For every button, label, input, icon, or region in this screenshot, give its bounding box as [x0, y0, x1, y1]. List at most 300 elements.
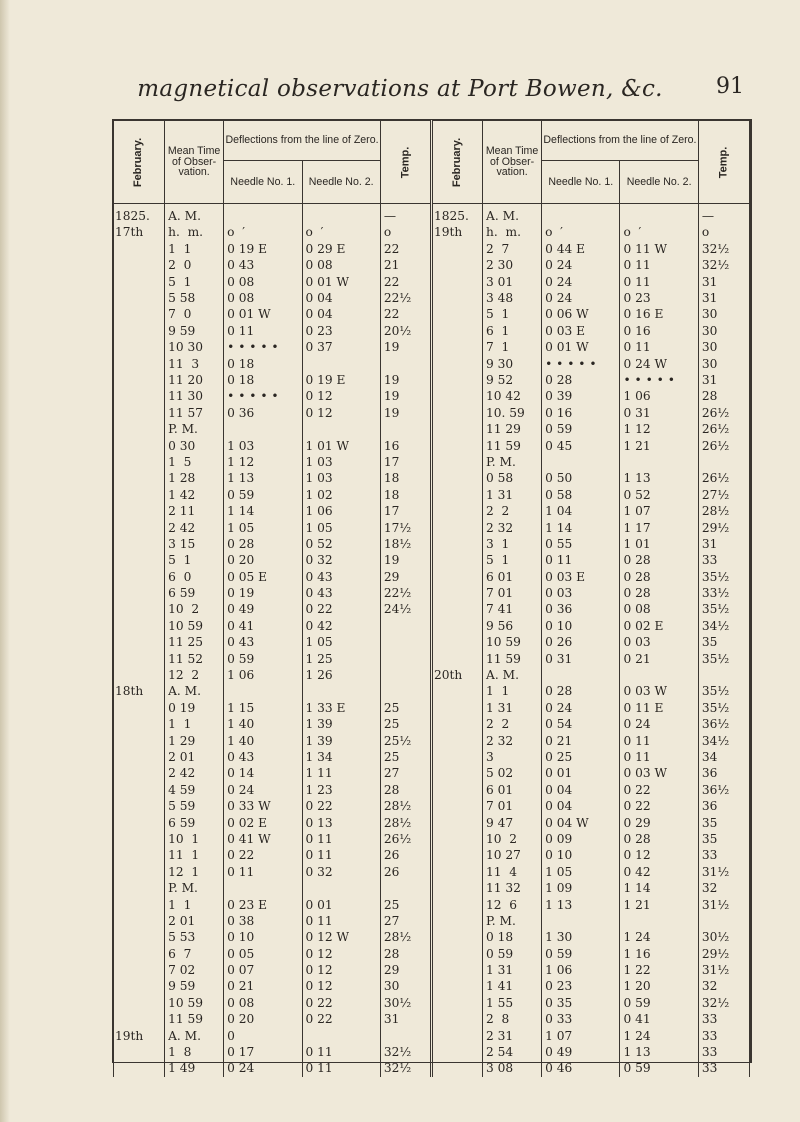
date-cell	[114, 913, 165, 929]
date-cell	[431, 1044, 482, 1060]
needle1-cell: 0 24	[542, 700, 620, 716]
date-cell	[431, 257, 482, 273]
time-cell: 4 59	[165, 782, 224, 798]
date-cell	[431, 798, 482, 814]
needle2-cell: 1 05	[302, 519, 380, 535]
temp-cell: 35	[698, 831, 749, 847]
time-cell: 1 1	[165, 716, 224, 732]
date-cell	[431, 1028, 482, 1044]
date-cell	[114, 372, 165, 388]
temp-cell: 28	[380, 782, 431, 798]
needle1-cell: 0 24	[542, 257, 620, 273]
time-cell: 1 31	[483, 487, 542, 503]
temp-cell: 31	[380, 1011, 431, 1027]
time-cell: 11 30	[165, 388, 224, 404]
needle1-cell: 1 14	[224, 503, 302, 519]
needle2-cell	[302, 1028, 380, 1044]
time-cell: 2 31	[483, 1028, 542, 1044]
needle2-cell: 0 43	[302, 585, 380, 601]
time-cell: 10 59	[165, 995, 224, 1011]
needle1-cell: 1 15	[224, 700, 302, 716]
needle1-cell: 1 06	[542, 962, 620, 978]
date-cell	[431, 683, 482, 699]
needle2-cell: 0 22	[302, 601, 380, 617]
needle1-cell: 0 44 E	[542, 241, 620, 257]
needle2-cell: 1 01	[620, 536, 698, 552]
time-cell: 1 49	[165, 1060, 224, 1076]
needle1-cell: 0 09	[542, 831, 620, 847]
needle1-cell	[224, 880, 302, 896]
needle2-cell: 0 08	[620, 601, 698, 617]
time-cell: 11 32	[483, 880, 542, 896]
temp-cell: 28	[698, 388, 749, 404]
temp-cell: 30	[380, 978, 431, 994]
needle1-cell: 0 17	[224, 1044, 302, 1060]
table-row	[114, 437, 750, 453]
table-row	[114, 978, 750, 994]
needle1-cell: 1 05	[542, 864, 620, 880]
needle2-cell: 1 23	[302, 782, 380, 798]
time-cell: 9 30	[483, 356, 542, 372]
needle2-cell: 0 11	[620, 257, 698, 273]
table-row	[114, 1011, 750, 1027]
needle2-cell: 0 24	[620, 716, 698, 732]
time-cell: 11 20	[165, 372, 224, 388]
table-row	[114, 749, 750, 765]
time-cell: 6 59	[165, 814, 224, 830]
table-row	[114, 356, 750, 372]
needle2-cell: 1 03	[302, 470, 380, 486]
needle2-cell: 0 11	[302, 913, 380, 929]
temp-cell: 30½	[698, 929, 749, 945]
temp-cell: 32½	[380, 1044, 431, 1060]
time-cell: 2 2	[483, 503, 542, 519]
needle1-cell: 0 24	[542, 274, 620, 290]
needle1-cell: 0 05 E	[224, 569, 302, 585]
time-cell: 0 58	[483, 470, 542, 486]
date-cell	[431, 847, 482, 863]
table-row	[114, 913, 750, 929]
date-cell	[431, 782, 482, 798]
table-row	[114, 274, 750, 290]
table-row	[114, 946, 750, 962]
needle1-cell	[224, 421, 302, 437]
table-row	[114, 552, 750, 568]
needle1-cell: 0 01 W	[542, 339, 620, 355]
needle2-cell: 1 21	[620, 437, 698, 453]
date-cell	[114, 421, 165, 437]
date-cell	[114, 946, 165, 962]
needle1-cell: 0 43	[224, 257, 302, 273]
date-cell	[114, 1044, 165, 1060]
table-row	[114, 487, 750, 503]
date-cell: 1825.	[114, 208, 165, 224]
time-cell: 5 59	[165, 798, 224, 814]
time-cell: 3 48	[483, 290, 542, 306]
table-row	[114, 782, 750, 798]
table-row	[114, 241, 750, 257]
date-cell: 19th	[114, 1028, 165, 1044]
table-row	[114, 700, 750, 716]
date-cell	[114, 782, 165, 798]
needle1-cell: 0 59	[224, 487, 302, 503]
needle1-cell: 0 14	[224, 765, 302, 781]
temp-cell	[380, 880, 431, 896]
temp-cell: 17	[380, 454, 431, 470]
time-cell: 11 59	[483, 651, 542, 667]
needle1-cell: 0 41	[224, 618, 302, 634]
time-cell: 9 59	[165, 978, 224, 994]
date-cell	[114, 519, 165, 535]
time-cell: 10 2	[483, 831, 542, 847]
date-cell	[114, 290, 165, 306]
needle1-cell: 0 05	[224, 946, 302, 962]
date-cell	[431, 306, 482, 322]
needle2-cell: 0 11	[620, 339, 698, 355]
table-row	[114, 1028, 750, 1044]
needle2-cell: 0 42	[620, 864, 698, 880]
needle2-cell: 0 12	[620, 847, 698, 863]
needle2-cell: 0 23	[620, 290, 698, 306]
table-row	[114, 1044, 750, 1060]
needle1-cell: 0 10	[542, 618, 620, 634]
time-cell: 5 1	[165, 274, 224, 290]
needle1-cell: 0 49	[224, 601, 302, 617]
needle2-cell: 0 11 W	[620, 241, 698, 257]
time-cell: P. M.	[483, 913, 542, 929]
needle2-cell: 0 11	[620, 733, 698, 749]
time-cell: 12 1	[165, 864, 224, 880]
needle1-cell: • • • • •	[224, 339, 302, 355]
needle2-cell: 1 13	[620, 470, 698, 486]
needle2-cell	[302, 880, 380, 896]
date-cell	[431, 601, 482, 617]
table-body	[114, 204, 750, 1077]
needle2-cell: 0 13	[302, 814, 380, 830]
needle2-cell: 1 20	[620, 978, 698, 994]
time-cell: P. M.	[165, 421, 224, 437]
needle2-cell: 0 12 W	[302, 929, 380, 945]
needle2-cell	[302, 683, 380, 699]
needle2-cell: 0 12	[302, 946, 380, 962]
temp-cell: 22	[380, 274, 431, 290]
needle1-cell: 0 04	[542, 798, 620, 814]
temp-cell: 27½	[698, 487, 749, 503]
time-cell: 12 6	[483, 896, 542, 912]
temp-cell: 22½	[380, 290, 431, 306]
time-cell: 5 1	[483, 552, 542, 568]
date-cell	[114, 257, 165, 273]
table-row	[114, 847, 750, 863]
temp-cell: 32½	[698, 241, 749, 257]
date-cell	[431, 700, 482, 716]
table-row	[114, 618, 750, 634]
needle2-cell: 0 24 W	[620, 356, 698, 372]
temp-cell: 22	[380, 306, 431, 322]
time-cell: 2 32	[483, 519, 542, 535]
temp-cell: 26½	[698, 470, 749, 486]
date-cell	[431, 733, 482, 749]
needle2-cell: 1 14	[620, 880, 698, 896]
needle2-cell: 0 11	[302, 1060, 380, 1076]
time-cell: 6 01	[483, 782, 542, 798]
time-cell: P. M.	[165, 880, 224, 896]
temp-cell: 36	[698, 798, 749, 814]
time-cell: 3 15	[165, 536, 224, 552]
date-cell	[431, 437, 482, 453]
temp-cell: 29	[380, 962, 431, 978]
header-deflections-right: Deflections from the line of Zero.	[542, 121, 699, 161]
temp-cell: 19	[380, 372, 431, 388]
date-cell	[114, 700, 165, 716]
needle2-cell: 0 23	[302, 323, 380, 339]
needle2-cell: 0 03	[620, 634, 698, 650]
temp-cell: 31	[698, 290, 749, 306]
temp-cell: 32½	[698, 995, 749, 1011]
temp-cell: 17½	[380, 519, 431, 535]
needle2-cell: 0 28	[620, 585, 698, 601]
needle2-cell: 0 11 E	[620, 700, 698, 716]
table-row	[114, 306, 750, 322]
date-cell	[431, 356, 482, 372]
time-cell: 9 47	[483, 814, 542, 830]
needle1-cell: 0 01 W	[224, 306, 302, 322]
temp-cell	[380, 683, 431, 699]
temp-cell	[380, 1028, 431, 1044]
date-cell	[114, 241, 165, 257]
needle2-cell: 0 41	[620, 1011, 698, 1027]
time-cell: 2 01	[165, 913, 224, 929]
needle2-cell: 1 13	[620, 1044, 698, 1060]
time-cell: 0 59	[483, 946, 542, 962]
temp-cell: 26	[380, 864, 431, 880]
temp-cell: 25	[380, 896, 431, 912]
needle2-cell: 0 28	[620, 831, 698, 847]
needle1-cell: 1 03	[224, 437, 302, 453]
time-cell: 1 1	[483, 683, 542, 699]
temp-cell: 27	[380, 913, 431, 929]
needle2-cell: 1 06	[302, 503, 380, 519]
date-cell	[114, 569, 165, 585]
table-row	[114, 995, 750, 1011]
needle2-cell: 0 12	[302, 405, 380, 421]
time-cell: 11 59	[165, 1011, 224, 1027]
table-row	[114, 224, 750, 240]
needle2-cell: 0 16 E	[620, 306, 698, 322]
needle1-cell: 0 16	[542, 405, 620, 421]
needle2-cell: 0 12	[302, 962, 380, 978]
date-cell	[431, 634, 482, 650]
time-cell: 5 1	[165, 552, 224, 568]
temp-cell: 36	[698, 765, 749, 781]
header-needle2-right: Needle No. 2.	[620, 161, 698, 204]
date-cell	[114, 536, 165, 552]
needle1-cell: 0 10	[224, 929, 302, 945]
temp-cell: 35½	[698, 700, 749, 716]
needle1-cell: 0 28	[224, 536, 302, 552]
needle2-cell: 0 22	[620, 782, 698, 798]
time-cell: 0 18	[483, 929, 542, 945]
time-cell: h. m.	[165, 224, 224, 240]
needle2-cell: 0 11	[302, 1044, 380, 1060]
time-cell: 10 59	[483, 634, 542, 650]
time-cell: 2 42	[165, 765, 224, 781]
temp-cell: 35½	[698, 601, 749, 617]
needle1-cell: 0 03 E	[542, 323, 620, 339]
date-cell	[114, 503, 165, 519]
time-cell: 3 08	[483, 1060, 542, 1076]
temp-cell: 30½	[380, 995, 431, 1011]
temp-cell: 35½	[698, 569, 749, 585]
temp-cell	[380, 356, 431, 372]
time-cell: A. M.	[165, 208, 224, 224]
needle1-cell: 0	[224, 1028, 302, 1044]
time-cell: 5 02	[483, 765, 542, 781]
time-cell: 10 42	[483, 388, 542, 404]
time-cell: 6 01	[483, 569, 542, 585]
needle1-cell: 0 10	[542, 847, 620, 863]
temp-cell: 18	[380, 470, 431, 486]
table-row	[114, 388, 750, 404]
temp-cell: 31½	[698, 962, 749, 978]
needle2-cell: 0 31	[620, 405, 698, 421]
needle1-cell: 1 40	[224, 716, 302, 732]
table-row	[114, 519, 750, 535]
needle2-cell: 0 22	[620, 798, 698, 814]
needle1-cell: 0 46	[542, 1060, 620, 1076]
needle2-cell: 1 26	[302, 667, 380, 683]
table-row	[114, 339, 750, 355]
temp-cell: 36½	[698, 782, 749, 798]
date-cell	[114, 896, 165, 912]
temp-cell: 26	[380, 847, 431, 863]
table-row	[114, 454, 750, 470]
needle2-cell: 0 22	[302, 1011, 380, 1027]
time-cell: 11 59	[483, 437, 542, 453]
date-cell: 20th	[431, 667, 482, 683]
date-cell	[431, 978, 482, 994]
needle2-cell: 1 21	[620, 896, 698, 912]
needle2-cell: • • • • •	[620, 372, 698, 388]
date-cell	[431, 864, 482, 880]
needle1-cell: 0 18	[224, 372, 302, 388]
time-cell: 5 53	[165, 929, 224, 945]
needle1-cell	[542, 208, 620, 224]
needle2-cell: 0 04	[302, 306, 380, 322]
temp-cell: 17	[380, 503, 431, 519]
needle2-cell: 0 37	[302, 339, 380, 355]
date-cell	[431, 454, 482, 470]
needle1-cell: 1 13	[224, 470, 302, 486]
date-cell	[431, 503, 482, 519]
needle1-cell	[224, 208, 302, 224]
time-cell: A. M.	[483, 208, 542, 224]
needle1-cell: 0 06 W	[542, 306, 620, 322]
time-cell: 2 2	[483, 716, 542, 732]
needle2-cell: 0 22	[302, 798, 380, 814]
table-row	[114, 765, 750, 781]
needle2-cell: 0 28	[620, 552, 698, 568]
date-cell: 18th	[114, 683, 165, 699]
date-cell	[431, 290, 482, 306]
temp-cell: 19	[380, 339, 431, 355]
temp-cell: 22	[380, 241, 431, 257]
date-cell	[114, 437, 165, 453]
needle2-cell: 1 25	[302, 651, 380, 667]
date-cell	[114, 978, 165, 994]
temp-cell: 28½	[698, 503, 749, 519]
temp-cell: 18½	[380, 536, 431, 552]
date-cell	[114, 323, 165, 339]
temp-cell: 26½	[698, 421, 749, 437]
needle1-cell: o ′	[542, 224, 620, 240]
needle2-cell: 0 12	[302, 388, 380, 404]
page-number: 91	[716, 74, 744, 99]
date-cell	[114, 716, 165, 732]
needle2-cell: 1 06	[620, 388, 698, 404]
time-cell: 10 2	[165, 601, 224, 617]
temp-cell: 31	[698, 372, 749, 388]
table-row	[114, 208, 750, 224]
needle2-cell: 0 52	[302, 536, 380, 552]
time-cell: 6 0	[165, 569, 224, 585]
time-cell: 10. 59	[483, 405, 542, 421]
time-cell: 11 1	[165, 847, 224, 863]
needle1-cell: 1 05	[224, 519, 302, 535]
date-cell	[114, 552, 165, 568]
time-cell: A. M.	[483, 667, 542, 683]
needle1-cell: 1 13	[542, 896, 620, 912]
needle1-cell: 0 20	[224, 1011, 302, 1027]
table-row	[114, 536, 750, 552]
needle1-cell: o ′	[224, 224, 302, 240]
table-header-row	[114, 121, 750, 161]
temp-cell: 31½	[698, 896, 749, 912]
time-cell: 6 59	[165, 585, 224, 601]
needle1-cell: 0 23	[542, 978, 620, 994]
time-cell: 3 1	[483, 536, 542, 552]
needle1-cell: 1 30	[542, 929, 620, 945]
temp-cell: 28½	[380, 798, 431, 814]
temp-cell	[380, 667, 431, 683]
needle2-cell: o ′	[302, 224, 380, 240]
needle1-cell: 0 21	[224, 978, 302, 994]
needle2-cell: 0 11	[620, 749, 698, 765]
temp-cell: 33	[698, 1028, 749, 1044]
date-cell	[114, 405, 165, 421]
needle2-cell: 0 16	[620, 323, 698, 339]
page-title: magnetical observations at Port Bowen, &c.	[137, 76, 663, 102]
needle2-cell: 1 02	[302, 487, 380, 503]
needle2-cell: 0 22	[302, 995, 380, 1011]
table-row	[114, 798, 750, 814]
time-cell: P. M.	[483, 454, 542, 470]
needle1-cell: 0 43	[224, 634, 302, 650]
date-cell	[114, 1011, 165, 1027]
time-cell: 1 31	[483, 700, 542, 716]
time-cell: 1 31	[483, 962, 542, 978]
table-row	[114, 814, 750, 830]
temp-cell: 35½	[698, 651, 749, 667]
temp-cell: 26½	[698, 405, 749, 421]
date-cell	[114, 487, 165, 503]
needle1-cell: 0 22	[224, 847, 302, 863]
date-cell	[114, 733, 165, 749]
needle2-cell: 0 32	[302, 864, 380, 880]
temp-cell	[698, 667, 749, 683]
date-cell	[114, 618, 165, 634]
temp-cell: 31½	[698, 864, 749, 880]
